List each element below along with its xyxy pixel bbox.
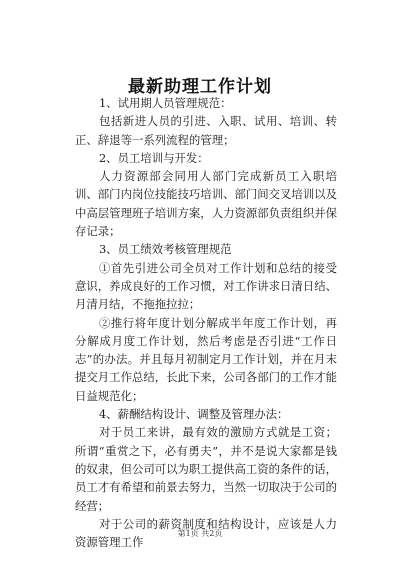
paragraph-8: 4、薪酬结构设计、调整及管理办法：: [98, 407, 289, 422]
paragraph-4: 人力资源部会同用人部门完成新员工入职培训、部门内岗位技能技巧培训、部门间交叉培训以及中高层管理班子培训方案，人力资源部负责组织并保存记录；: [75, 169, 337, 239]
page-number: 第1页 共2页: [177, 529, 223, 538]
paragraph-5: 3、员工绩效考核管理规范: [98, 242, 232, 257]
paragraph-9: 对于员工来讲，最有效的激励方式就是工资；所谓“重赏之下，必有勇夫”，并不是说大家都是钱的奴隶，但公司可以为职工提供高工资的条件的话，员工才有希望和前景去努力，当然一切取决于公司的经营；: [75, 425, 337, 513]
document-body: [75, 94, 337, 551]
paragraph-3: 2、员工培训与开发：: [98, 150, 209, 165]
paragraph-1: 1、试用期人员管理规范：: [98, 96, 232, 110]
paragraph-6: ①首先引进公司全员对工作计划和总结的接受意识，养成良好的工作习惯，对工作讲求日清日结、月清月结，不拖拖拉拉；: [75, 260, 337, 312]
paragraph-10: 对于公司的薪资制度和结构设计，应该是人力资源管理工作: [75, 516, 337, 550]
paragraph-7: ②推行将年度计划分解成半年度工作计划，再分解成月度工作计划，然后考虑是否引进“工作日志”的办法。并且每月初制定月工作计划，并在月末提交月工作总结，长此下来，公司各部门的工作才能日益规范化；: [75, 315, 337, 403]
document-title: 最新助理工作计划: [128, 77, 272, 97]
paragraph-2: 包括新进人员的引进、入职、试用、培训、转正、辞退等一系列流程的管理；: [75, 114, 337, 147]
